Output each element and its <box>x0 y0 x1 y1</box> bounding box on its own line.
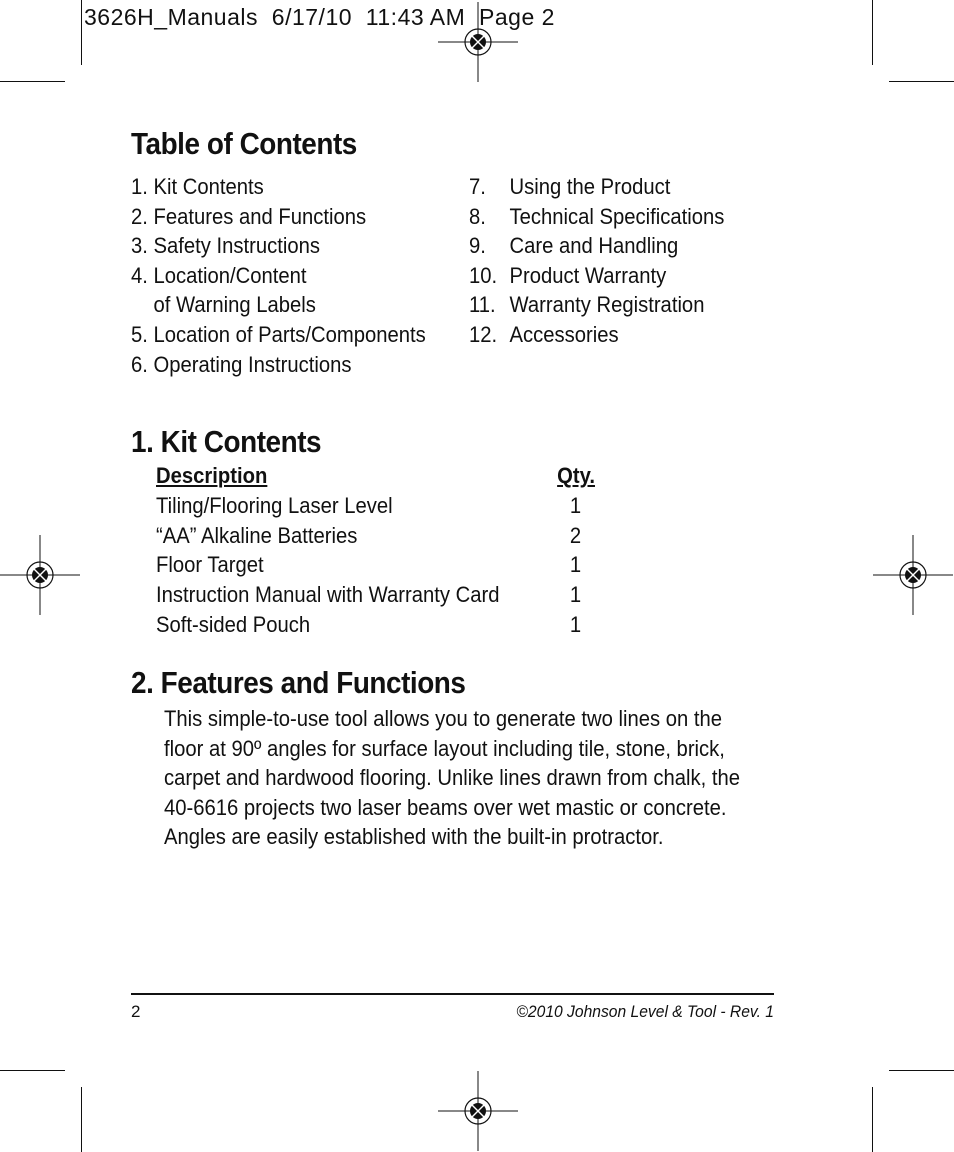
toc-item <box>469 320 724 350</box>
toc-item-number: 7. <box>469 174 486 199</box>
table-header-row <box>156 463 595 493</box>
paragraph-line: carpet and hardwood flooring. Unlike lines drawn from chalk, the <box>164 765 741 790</box>
toc-item <box>469 261 724 291</box>
toc-right-column <box>469 172 724 350</box>
page-number: 2 <box>131 1002 141 1021</box>
toc-item-label: Using the Product <box>509 174 671 199</box>
kit-contents-table <box>156 463 595 642</box>
item-description: Instruction Manual with Warranty Card <box>156 582 500 608</box>
paragraph-line: This simple-to-use tool allows you to generate two lines on the <box>164 706 723 731</box>
table-row <box>156 552 588 582</box>
item-qty: 2 <box>569 522 582 548</box>
toc-left-column <box>131 172 426 379</box>
paragraph-line: floor at 90º angles for surface layout including tile, stone, brick, <box>164 735 725 761</box>
toc-item-label: Product Warranty <box>509 262 667 288</box>
kit-contents-heading: 1. Kit Contents <box>131 424 322 459</box>
toc-item: of Warning Labels <box>131 292 316 318</box>
toc-item: 5. Location of Parts/Components <box>131 321 426 347</box>
item-description: Tiling/Flooring Laser Level <box>156 492 393 518</box>
toc-item: 4. Location/Content <box>131 262 307 288</box>
copyright-notice: ©2010 Johnson Level & Tool - Rev. 1 <box>516 1002 774 1021</box>
print-slug-line: 3626H_Manuals 6/17/10 11:43 AM Page 2 <box>84 4 555 30</box>
toc-item-label: Warranty Registration <box>509 292 705 318</box>
toc-item-label: Accessories <box>509 321 619 347</box>
item-description: “AA” Alkaline Batteries <box>156 522 358 548</box>
toc-title: Table of Contents <box>131 126 357 161</box>
table-row <box>156 612 588 642</box>
toc-item <box>469 172 724 202</box>
toc-item: 1. Kit Contents <box>131 174 264 199</box>
table-row <box>156 493 588 523</box>
toc-item-label: Technical Specifications <box>509 203 725 229</box>
footer-divider <box>131 993 774 995</box>
item-description: Floor Target <box>156 552 264 578</box>
toc-item <box>469 290 724 320</box>
table-row <box>156 523 588 553</box>
item-qty: 1 <box>569 552 582 578</box>
paragraph-line: Angles are easily established with the built-in protractor. <box>164 824 664 849</box>
item-qty: 1 <box>569 582 582 608</box>
toc-item <box>469 202 724 232</box>
toc-item: 6. Operating Instructions <box>131 351 352 377</box>
toc-item <box>469 231 724 261</box>
table-row <box>156 582 588 612</box>
column-header-qty: Qty. <box>557 463 595 488</box>
item-qty: 1 <box>569 492 582 518</box>
item-qty: 1 <box>569 611 582 637</box>
features-paragraph <box>164 704 771 852</box>
toc-item-number: 9. <box>469 233 486 259</box>
toc-item-number: 10. <box>469 262 498 288</box>
features-heading: 2. Features and Functions <box>131 665 466 700</box>
toc-item-number: 11. <box>469 292 496 318</box>
toc-item-label: Care and Handling <box>509 233 679 259</box>
toc-item-number: 12. <box>469 321 498 347</box>
paragraph-line: 40-6616 projects two laser beams over wet mastic or concrete. <box>164 794 727 820</box>
column-header-description: Description <box>156 463 268 488</box>
toc-item: 2. Features and Functions <box>131 203 367 229</box>
item-description: Soft-sided Pouch <box>156 611 311 637</box>
toc-item: 3. Safety Instructions <box>131 233 321 259</box>
toc-item-number: 8. <box>469 203 486 229</box>
